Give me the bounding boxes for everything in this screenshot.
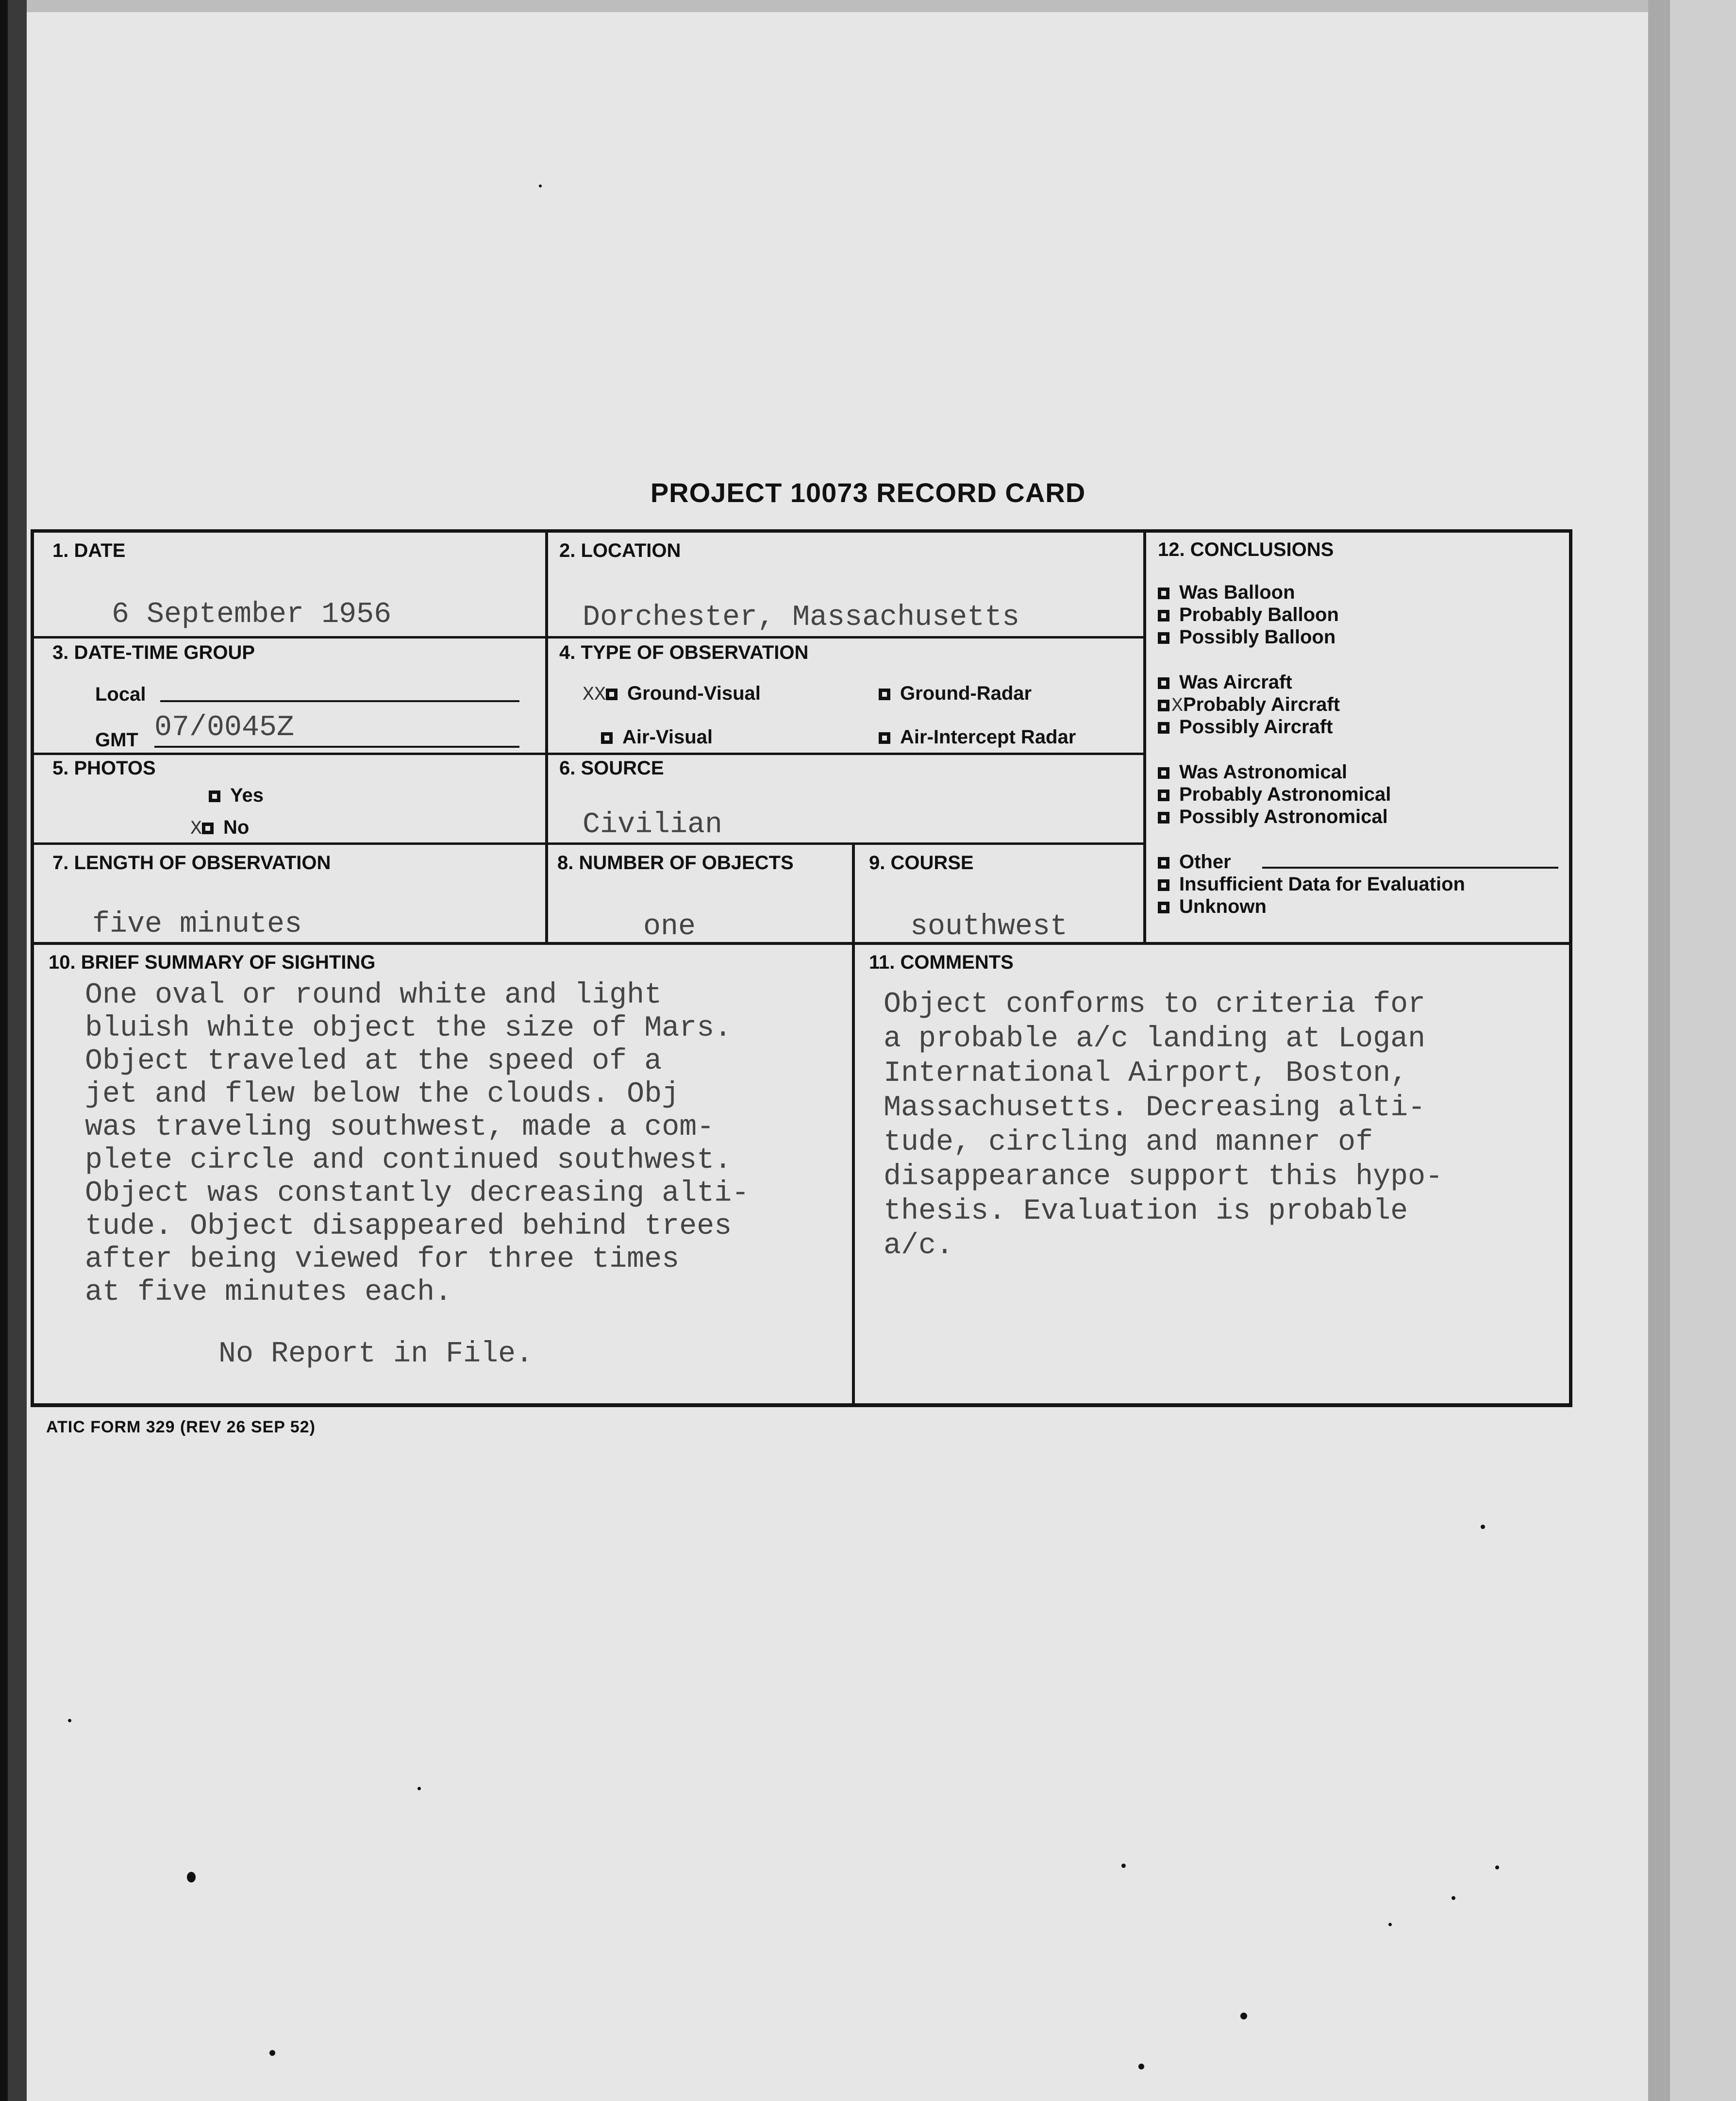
summary-line: Object traveled at the speed of a: [85, 1045, 662, 1078]
card-title: PROJECT 10073 RECORD CARD: [650, 477, 1086, 508]
conclusion-was-balloon: Was Balloon: [1158, 582, 1295, 604]
summary-line: bluish white object the size of Mars.: [85, 1012, 732, 1045]
comments-line: thesis. Evaluation is probable: [884, 1195, 1408, 1228]
local-label: Local: [95, 684, 146, 705]
conclusion-probably-astronomical: Probably Astronomical: [1158, 784, 1391, 806]
photos-no-option: X No: [190, 817, 250, 840]
objects-label: 8. NUMBER OF OBJECTS: [557, 852, 794, 874]
option-air-visual: Air-Visual: [601, 726, 713, 748]
summary-line: Object was constantly decreasing alti-: [85, 1177, 750, 1210]
conclusion-probably-balloon: Probably Balloon: [1158, 604, 1339, 626]
option-air-intercept-radar: Air-Intercept Radar: [879, 726, 1076, 748]
summary-label: 10. BRIEF SUMMARY OF SIGHTING: [49, 952, 376, 973]
conclusion-probably-aircraft: XProbably Aircraft: [1158, 694, 1340, 717]
date-time-group-label: 3. DATE-TIME GROUP: [52, 642, 255, 663]
comments-line: International Airport, Boston,: [884, 1057, 1408, 1090]
scan-top-edge: [0, 0, 1736, 12]
length-value: five minutes: [92, 908, 302, 941]
local-underline: [160, 700, 519, 702]
location-label: 2. LOCATION: [559, 540, 681, 561]
length-label: 7. LENGTH OF OBSERVATION: [52, 852, 331, 874]
summary-note: No Report in File.: [218, 1338, 534, 1371]
comments-line: a/c.: [884, 1229, 954, 1262]
comments-line: tude, circling and manner of: [884, 1126, 1373, 1159]
comments-line: Object conforms to criteria for: [884, 988, 1426, 1021]
summary-line: jet and flew below the clouds. Obj: [85, 1078, 680, 1111]
comments-line: a probable a/c landing at Logan: [884, 1023, 1426, 1056]
conclusion-was-astronomical: Was Astronomical: [1158, 761, 1347, 783]
conclusions-label: 12. CONCLUSIONS: [1158, 539, 1334, 560]
conclusion-possibly-aircraft: Possibly Aircraft: [1158, 716, 1333, 738]
summary-line: tude. Object disappeared behind trees: [85, 1210, 732, 1243]
date-label: 1. DATE: [52, 540, 126, 561]
comments-text: [884, 988, 1443, 1263]
course-label: 9. COURSE: [869, 852, 974, 874]
conclusion-possibly-balloon: Possibly Balloon: [1158, 626, 1335, 648]
comments-label: 11. COMMENTS: [869, 952, 1014, 973]
source-label: 6. SOURCE: [559, 757, 664, 779]
conclusion-insufficient-data: Insufficient Data for Evaluation: [1158, 874, 1465, 895]
comments-line: Massachusetts. Decreasing alti-: [884, 1092, 1426, 1125]
comments-line: disappearance support this hypo-: [884, 1160, 1443, 1193]
course-value: southwest: [910, 910, 1068, 943]
gmt-underline: [154, 746, 519, 748]
summary-line: was traveling southwest, made a com-: [85, 1111, 715, 1144]
objects-value: one: [643, 910, 696, 943]
form-id: ATIC FORM 329 (REV 26 SEP 52): [46, 1418, 316, 1436]
other-underline: [1262, 867, 1558, 869]
conclusion-possibly-astronomical: Possibly Astronomical: [1158, 806, 1388, 828]
scan-right-margin: [1670, 0, 1736, 2101]
summary-line: plete circle and continued southwest.: [85, 1144, 732, 1177]
gmt-label: GMT: [95, 729, 138, 751]
option-ground-radar: Ground-Radar: [879, 683, 1032, 705]
observation-type-label: 4. TYPE OF OBSERVATION: [559, 642, 809, 663]
source-value: Civilian: [583, 808, 723, 841]
gmt-value: 07/0045Z: [154, 711, 295, 744]
summary-line: after being viewed for three times: [85, 1243, 680, 1276]
location-value: Dorchester, Massachusetts: [583, 601, 1020, 634]
summary-line: at five minutes each.: [85, 1276, 452, 1309]
conclusion-other: Other: [1158, 851, 1231, 873]
option-ground-visual: XX Ground-Visual: [583, 683, 761, 706]
summary-line: One oval or round white and light: [85, 979, 662, 1012]
conclusion-unknown: Unknown: [1158, 896, 1267, 918]
summary-text: [85, 979, 749, 1309]
date-value: 6 September 1956: [112, 598, 392, 631]
photos-label: 5. PHOTOS: [52, 757, 156, 779]
scan-left-shadow: [0, 0, 8, 2101]
photos-yes-option: Yes: [209, 785, 264, 807]
conclusion-was-aircraft: Was Aircraft: [1158, 672, 1292, 693]
